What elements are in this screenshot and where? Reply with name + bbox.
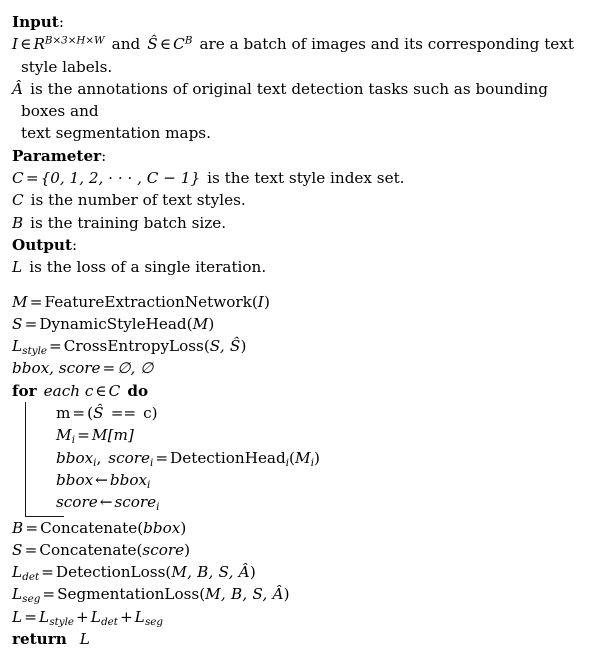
paren-open: ( — [87, 404, 94, 423]
input-line-2: style labels. — [21, 57, 113, 76]
fn-concatenate: Concatenate — [39, 540, 137, 559]
parameter-line-1-text: is the text style index set. — [207, 169, 405, 188]
subscript-i: i — [71, 434, 76, 447]
fn-cross-entropy-loss: CrossEntropyLoss — [63, 337, 204, 356]
op-equals: = — [29, 292, 43, 311]
subscript-i: i — [93, 456, 97, 469]
body-line-bbox-score-init — [12, 357, 595, 379]
arg-S-Shat: S, Ŝ — [209, 337, 241, 356]
loop-body-bracket — [25, 402, 320, 516]
op-in-2: ∈ — [159, 35, 172, 54]
fn-dynamic-style-head: DynamicStyleHead — [39, 314, 187, 333]
symbol-I: I — [12, 35, 19, 54]
var-bbox: bbox — [56, 470, 94, 489]
body-line-ldet: $L_{det}$ = DetectionLoss(M, B, S, Â) — [12, 563, 256, 584]
for-loop-header — [12, 380, 595, 402]
var-bbox-i: bbox — [109, 470, 148, 489]
subscript-style: style — [49, 615, 75, 628]
subscript-i: i — [285, 456, 290, 469]
parameter-line-2 — [12, 189, 595, 211]
keyword-return: return — [12, 630, 67, 649]
op-arrow-left: ← — [95, 470, 108, 489]
term-L-style: L — [39, 607, 50, 626]
return-statement — [12, 628, 595, 650]
subscript-det: det — [22, 571, 40, 584]
symbol-S-hat-compare: Ŝ — [93, 404, 104, 423]
var-bbox-score: bbox, score — [12, 359, 101, 378]
var-m: m — [56, 404, 71, 423]
symbol-R: R — [33, 35, 45, 54]
input-line-1-text: are a batch of images and its corresponding text — [199, 35, 574, 54]
subscript-seg: seg — [22, 593, 41, 606]
symbol-M: M — [91, 426, 108, 445]
output-line-1-text: is the loss of a single iteration. — [29, 258, 267, 277]
op-equality: == — [110, 404, 137, 423]
var-score: score — [56, 493, 98, 512]
output-line-1 — [12, 256, 595, 278]
subscript-i: i — [150, 456, 154, 469]
paren-close: ) — [151, 404, 158, 423]
symbol-M-i: M — [56, 426, 72, 445]
var-c: c — [143, 404, 152, 423]
body-line-total-loss — [12, 606, 595, 628]
op-plus: + — [119, 607, 133, 626]
loop-line-mi-select — [56, 424, 601, 446]
op-equals: = — [77, 426, 90, 445]
symbol-S-style: S — [12, 314, 23, 333]
symbol-A-hat: Â — [12, 79, 24, 98]
parameter-line-2-text: is the number of text styles. — [30, 191, 246, 210]
arg-M-i: M — [294, 448, 311, 467]
body-line-lseg: $L_{seg}$ = SegmentationLoss(M, B, S, Â) — [12, 585, 290, 606]
fn-concatenate: Concatenate — [40, 518, 138, 537]
op-equals: = — [49, 337, 62, 356]
symbol-S-scores: S — [12, 540, 23, 559]
paren-close: ) — [314, 448, 320, 467]
op-in-loop: ∈ — [95, 381, 107, 400]
term-L-seg: L — [134, 607, 145, 626]
symbol-C-count: C — [12, 191, 24, 210]
output-heading — [12, 234, 595, 256]
loop-line-bbox-append — [56, 469, 601, 491]
arg-bbox: bbox — [143, 518, 181, 537]
op-in-1: ∈ — [20, 35, 32, 54]
parameter-line-1 — [12, 167, 595, 189]
input-heading — [12, 11, 595, 33]
loop-var-each-c: each c — [43, 381, 94, 400]
op-equals-param: = — [25, 169, 39, 188]
symbol-S-hat: Ŝ — [147, 35, 158, 54]
parameter-heading-colon: : — [101, 146, 107, 165]
input-line-4: text segmentation maps. — [21, 124, 211, 143]
subscript-det: det — [101, 615, 118, 628]
keyword-do: do — [127, 381, 149, 400]
loop-body-lines — [56, 402, 320, 515]
arg-score: score — [142, 540, 185, 559]
fn-feature-extraction-network: FeatureExtractionNetwork — [44, 292, 252, 311]
symbol-L-det: L — [12, 563, 23, 582]
subscript-i: i — [156, 501, 160, 514]
body-line-b-concat: B = Concatenate(bbox) — [12, 518, 187, 537]
loop-line-score-append — [56, 491, 601, 513]
body-line-s-concat: S = Concatenate(score) — [12, 540, 191, 559]
symbol-L-loss: L — [12, 258, 23, 277]
term-L-det: L — [90, 607, 102, 626]
var-score-i: score — [108, 448, 150, 467]
parameter-heading — [12, 145, 595, 167]
symbol-R-superscript: B×3×H×W — [44, 34, 105, 47]
style-index-set: {0, 1, 2, · · · , C − 1} — [40, 169, 201, 188]
symbol-B-batch: B — [12, 213, 24, 232]
loop-line-detection-head — [56, 447, 601, 469]
fn-detection-head: DetectionHead — [170, 448, 286, 467]
parameter-heading-label: Parameter — [12, 146, 102, 165]
symbol-C-superscript: B — [184, 34, 193, 47]
index-m: [m] — [107, 426, 134, 445]
op-equals: = — [25, 518, 39, 537]
input-line-3 — [12, 78, 595, 123]
symbol-C-cal: C — [173, 35, 185, 54]
op-equals: = — [42, 585, 56, 604]
symbol-M-features: M — [12, 292, 28, 311]
parameter-line-3-text: is the training batch size. — [30, 213, 227, 232]
body-line-lstyle-assign: $L_{style}$ = CrossEntropyLoss(S, Ŝ) — [12, 337, 247, 358]
fn-segmentation-loss: SegmentationLoss — [57, 585, 200, 604]
parameter-line-3 — [12, 212, 595, 234]
var-score-i: score — [114, 493, 157, 512]
op-equals: = — [24, 314, 38, 333]
output-heading-label: Output — [12, 235, 72, 254]
op-equals: = — [72, 404, 86, 423]
symbol-L-seg: L — [12, 585, 23, 604]
args-seg-loss: M, B, S, Â — [205, 585, 284, 604]
body-line-m-assign: M = FeatureExtractionNetwork(I) — [12, 292, 270, 311]
arg-I: I — [257, 292, 264, 311]
op-equals: = — [24, 607, 38, 626]
output-heading-colon: : — [71, 235, 78, 254]
subscript-i: i — [147, 478, 151, 491]
input-line-3-text: is the annotations of original text detection tasks such as bounding boxes and — [21, 79, 548, 121]
subscript-seg: seg — [144, 615, 163, 628]
op-equals: = — [41, 563, 54, 582]
empty-set-pair: ∅, ∅ — [117, 359, 154, 378]
var-bbox-i: bbox — [56, 448, 94, 467]
loop-line-mask — [56, 402, 601, 424]
keyword-for: for — [12, 381, 37, 400]
comma: , — [96, 448, 102, 467]
arg-M: M — [192, 314, 209, 333]
symbol-C-set: C — [12, 169, 24, 188]
input-heading-label: Input — [12, 13, 59, 31]
op-equals: = — [155, 448, 169, 467]
op-arrow-left: ← — [99, 493, 113, 512]
input-and: and — [111, 35, 141, 54]
return-value-L: L — [79, 630, 91, 649]
symbol-L-total: L — [12, 607, 23, 626]
subscript-style: style — [22, 345, 47, 358]
args-det-loss: M, B, S, Â — [171, 563, 250, 582]
fn-detection-loss: DetectionLoss — [55, 563, 166, 582]
symbol-B-boxes: B — [12, 518, 24, 537]
subscript-i: i — [310, 456, 315, 469]
op-plus: + — [76, 607, 89, 626]
loop-set-C: C — [108, 381, 121, 400]
op-equals: = — [24, 540, 38, 559]
symbol-L-style: L — [12, 337, 23, 356]
paren-open: ( — [289, 448, 295, 467]
body-line-s-assign: S = DynamicStyleHead(M) — [12, 314, 215, 333]
input-line-1 — [12, 33, 595, 55]
op-equals: = — [102, 359, 116, 378]
input-heading-colon: : — [58, 13, 64, 31]
